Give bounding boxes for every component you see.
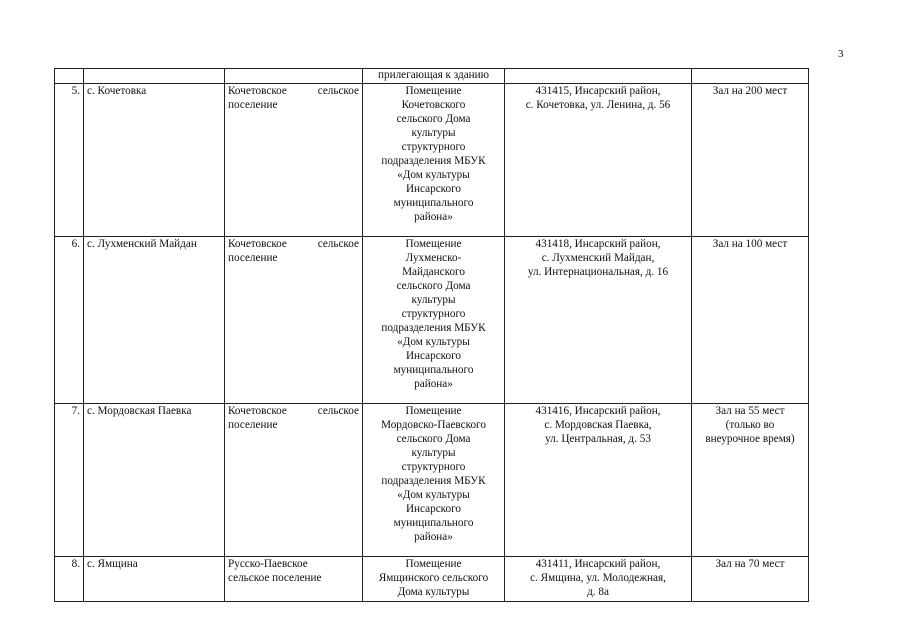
row-number: 8. — [55, 557, 84, 602]
premises-line: Лухменско- — [405, 252, 462, 264]
premises-line: сельского Дома — [396, 280, 471, 292]
table-row — [55, 557, 809, 602]
premises-line: Помещение — [405, 558, 462, 570]
premises-line: Майданского — [402, 266, 465, 278]
address-line: с. Ямщина, ул. Молодежная, — [530, 572, 666, 584]
premises-line: района» — [414, 531, 453, 543]
council-word-1: Кочетовское — [228, 85, 287, 97]
settlement-name: с. Мордовская Паевка — [84, 404, 225, 557]
settlement-name: с. Кочетовка — [84, 84, 225, 237]
premises-line: Помещение — [405, 405, 462, 417]
premises-line: Инсарского — [405, 350, 462, 362]
capacity-line: внеурочное время) — [705, 433, 795, 445]
premises-description — [363, 237, 505, 404]
council-name — [225, 404, 363, 557]
council-word-3: сельское поселение — [228, 572, 322, 584]
premises-line: подразделения МБУК — [381, 322, 486, 334]
premises-line: сельского Дома — [396, 433, 471, 445]
premises-description — [363, 404, 505, 557]
premises-line: «Дом культуры — [397, 336, 470, 348]
capacity-line: (только во — [725, 419, 775, 431]
cell-premises — [363, 69, 505, 84]
capacity-line: Зал на 100 мест — [712, 238, 788, 250]
premises-line: Инсарского — [405, 503, 462, 515]
address-line: с. Кочетовка, ул. Ленина, д. 56 — [525, 99, 671, 111]
premises-line: структурного — [401, 141, 466, 153]
premises-line: культуры — [411, 294, 456, 306]
capacity — [692, 404, 809, 557]
address-line: 431416, Инсарский район, — [535, 405, 661, 417]
page-number: 3 — [838, 48, 844, 60]
address-line: ул. Центральная, д. 53 — [545, 433, 651, 445]
table-row — [55, 84, 809, 237]
address-line: с. Мордовская Паевка, — [544, 419, 652, 431]
council-name — [225, 84, 363, 237]
address — [505, 557, 692, 602]
settlement-name: с. Лухменский Майдан — [84, 237, 225, 404]
continued-row — [55, 69, 809, 84]
row-number: 7. — [55, 404, 84, 557]
council-word-1: Кочетовское — [228, 405, 287, 417]
premises-line: района» — [414, 211, 453, 223]
polling-premises-table — [54, 68, 809, 602]
premises-line: структурного — [401, 308, 466, 320]
row-number: 6. — [55, 237, 84, 404]
premises-description — [363, 557, 505, 602]
premises-line: Мордовско-Паевского — [381, 419, 486, 431]
premises-line: структурного — [401, 461, 466, 473]
address-line: ул. Интернациональная, д. 16 — [527, 266, 669, 278]
settlement-name: с. Ямщина — [84, 557, 225, 602]
premises-line: подразделения МБУК — [381, 475, 486, 487]
address — [505, 84, 692, 237]
address-line: д. 8а — [587, 586, 609, 598]
table-row — [55, 404, 809, 557]
cell-address — [505, 69, 692, 84]
capacity — [692, 557, 809, 602]
premises-line: Ямщинского сельского — [378, 572, 489, 584]
capacity-line: Зал на 55 мест — [715, 405, 785, 417]
capacity — [692, 237, 809, 404]
premises-line: Помещение — [405, 238, 462, 250]
address — [505, 237, 692, 404]
premises-line: муниципального — [393, 197, 474, 209]
council-name — [225, 237, 363, 404]
row-number: 5. — [55, 84, 84, 237]
table-row — [55, 237, 809, 404]
premises-line: Инсарского — [405, 183, 462, 195]
council-word-3: поселение — [228, 99, 278, 111]
cell-capacity — [692, 69, 809, 84]
council-word-1: Кочетовское — [228, 238, 287, 250]
address — [505, 404, 692, 557]
premises-line: муниципального — [393, 517, 474, 529]
capacity-line: Зал на 200 мест — [712, 85, 788, 97]
address-line: 431415, Инсарский район, — [535, 85, 661, 97]
capacity — [692, 84, 809, 237]
council-word-3: поселение — [228, 419, 278, 431]
premises-line: района» — [414, 378, 453, 390]
premises-line: «Дом культуры — [397, 169, 470, 181]
premises-tail-text: прилегающая к зданию — [378, 69, 489, 81]
address-line: 431411, Инсарский район, — [535, 558, 661, 570]
address-line: с. Лухменский Майдан, — [541, 252, 655, 264]
premises-line: подразделения МБУК — [381, 155, 486, 167]
council-word-3: поселение — [228, 252, 278, 264]
address-line: 431418, Инсарский район, — [535, 238, 661, 250]
capacity-line: Зал на 70 мест — [715, 558, 785, 570]
cell-settlement — [84, 69, 225, 84]
premises-description — [363, 84, 505, 237]
council-word-1: Русско-Паевское — [228, 558, 308, 570]
cell-council — [225, 69, 363, 84]
premises-line: Кочетовского — [401, 99, 466, 111]
council-word-2: сельское — [317, 405, 359, 417]
premises-line: Помещение — [405, 85, 462, 97]
council-name — [225, 557, 363, 602]
cell-num — [55, 69, 84, 84]
council-word-2: сельское — [317, 85, 359, 97]
premises-line: «Дом культуры — [397, 489, 470, 501]
premises-line: культуры — [411, 447, 456, 459]
premises-line: Дома культуры — [397, 586, 470, 598]
council-word-2: сельское — [317, 238, 359, 250]
premises-line: сельского Дома — [396, 113, 471, 125]
premises-line: культуры — [411, 127, 456, 139]
premises-line: муниципального — [393, 364, 474, 376]
